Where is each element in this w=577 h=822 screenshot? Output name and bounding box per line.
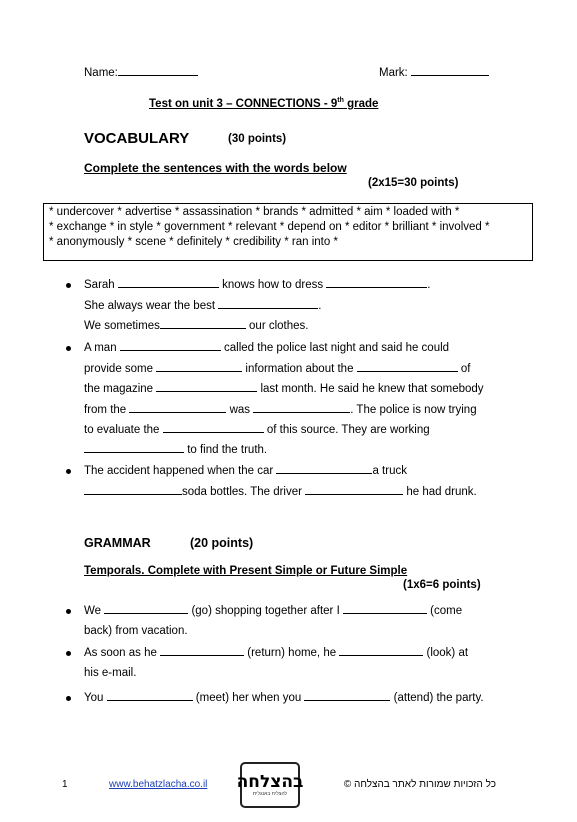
answer-blank[interactable] [276,463,372,474]
text: information about the [242,363,357,375]
grammar-item-3-line-1 [84,690,484,705]
answer-blank[interactable] [339,645,423,656]
text: from the [84,404,130,416]
vocabulary-instruction: Complete the sentences with the words below [84,161,347,175]
text: our clothes. [245,320,309,332]
word-bank-line: * anonymously * scene * definitely * credibility * ran into * [49,236,338,248]
title-end: grade [343,97,379,110]
text: of this source. They are working [263,424,430,436]
answer-blank[interactable] [104,603,188,614]
bullet-icon [66,609,71,614]
text: . [427,279,431,291]
vocab-item-2-line-6 [84,442,267,457]
text: to find the truth. [184,444,268,456]
grammar-item-2-line-2 [84,666,136,680]
text: a truck [372,465,407,477]
footer-link[interactable]: www.behatzlacha.co.il [109,779,208,790]
text: back) from vacation. [84,625,188,637]
title-main: Test on unit 3 – CONNECTIONS - 9 [149,97,338,110]
text: As soon as he [84,647,161,659]
answer-blank[interactable] [357,361,458,372]
text: (come [426,605,463,617]
vocab-item-2-line-2 [84,361,470,376]
text: his e-mail. [84,667,137,679]
vocab-item-2-line-5 [84,422,430,437]
grammar-instruction: Temporals. Complete with Present Simple or Future Simple [84,565,408,577]
grammar-item-1-line-1 [84,603,462,618]
mark-blank[interactable] [411,65,489,76]
text: . [318,300,322,312]
answer-blank[interactable] [120,340,221,351]
grammar-item-2-line-1 [84,645,468,660]
logo-subtext: להצליח באנגלית [252,790,288,797]
text: (go) shopping together after I [188,605,343,617]
bullet-icon [66,696,71,701]
answer-blank[interactable] [218,298,318,309]
text: to evaluate the [84,424,163,436]
vocab-item-2-line-3 [84,381,484,396]
text: of [457,363,471,375]
title-sup: th [337,97,344,104]
bullet-icon [66,346,71,351]
text: he had drunk. [403,486,477,498]
page-number: 1 [62,779,68,790]
answer-blank[interactable] [160,645,244,656]
text: She always wear the best [84,300,219,312]
vocab-item-3-line-2 [84,484,477,499]
copyright-notice: כל הזכויות שמורות לאתר בהצלחה © [343,779,496,790]
mark-label: Mark: [379,67,408,79]
grammar-scoring: (1x6=6 points) [403,579,481,591]
vocab-item-3-line-1 [84,463,407,478]
name-field-row [84,65,198,79]
answer-blank[interactable] [118,277,219,288]
vocab-item-1-line-2 [84,298,321,313]
answer-blank[interactable] [163,422,264,433]
text: . The police is now trying [350,404,477,416]
answer-blank[interactable] [160,318,246,329]
text: A man [84,342,120,354]
text: We sometimes [84,320,160,332]
answer-blank[interactable] [326,277,427,288]
vocab-item-1-line-3 [84,318,309,333]
text: (meet) her when you [192,692,305,704]
logo-text: בהצלחה [236,771,304,792]
answer-blank[interactable] [84,442,184,453]
text: You [84,692,107,704]
vocab-item-2-line-1 [84,340,449,355]
answer-blank[interactable] [107,690,193,701]
behatzlacha-logo [236,762,304,808]
page-title [149,97,378,110]
name-blank[interactable] [118,65,198,76]
answer-blank[interactable] [129,402,226,413]
word-bank-box [43,203,533,261]
answer-blank[interactable] [84,484,182,495]
grammar-points: (20 points) [190,536,254,550]
answer-blank[interactable] [305,484,403,495]
text: was [229,404,254,416]
vocabulary-heading: VOCABULARY [84,130,190,147]
grammar-item-1-line-2 [84,624,188,638]
word-bank-line: * undercover * advertise * assassination * brands * admitted * aim * loaded with * [49,206,460,218]
answer-blank[interactable] [304,690,390,701]
answer-blank[interactable] [253,402,350,413]
text: knows how to dress [222,279,327,291]
text: last month. He said he knew that somebody [257,383,484,395]
mark-field-row [379,65,489,79]
text: provide some [84,363,157,375]
bullet-icon [66,283,71,288]
answer-blank[interactable] [343,603,427,614]
text: The accident happened when the car [84,465,277,477]
text: (attend) the party. [390,692,484,704]
text: soda bottles. The driver [182,486,306,498]
text: (return) home, he [244,647,340,659]
word-bank-line: * exchange * in style * government * relevant * depend on * editor * brilliant * involved * [49,221,490,233]
grammar-heading: GRAMMAR [84,536,151,550]
bullet-icon [66,651,71,656]
text: called the police last night and said he could [220,342,450,354]
vocab-item-1-line-1 [84,277,430,292]
vocab-item-2-line-4 [84,402,477,417]
answer-blank[interactable] [156,361,242,372]
answer-blank[interactable] [156,381,257,392]
text: Sarah [84,279,118,291]
text: the magazine [84,383,157,395]
name-label: Name: [84,67,118,79]
vocabulary-scoring: (2x15=30 points) [368,177,459,189]
bullet-icon [66,469,71,474]
vocabulary-points: (30 points) [228,133,287,145]
text: We [84,605,105,617]
text: (look) at [423,647,469,659]
